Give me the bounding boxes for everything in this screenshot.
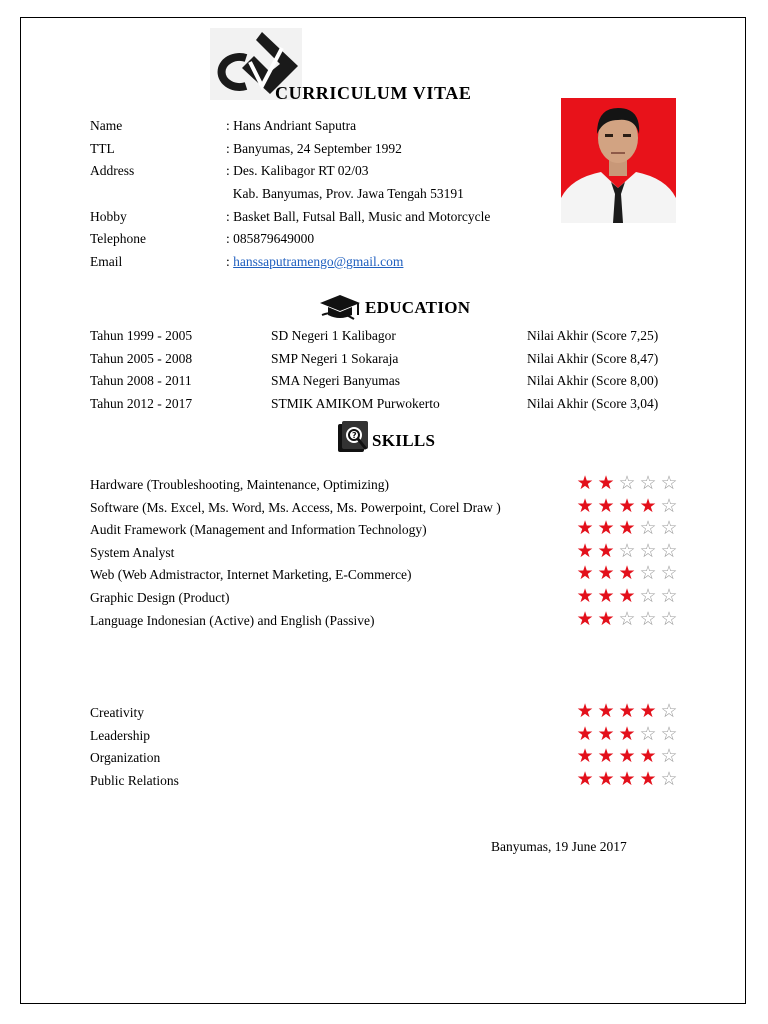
star-filled-icon: ★ [618,768,635,790]
star-filled-icon: ★ [597,473,614,494]
personal-label: Telephone [90,231,147,246]
star-empty-icon: ☆ [660,563,677,585]
star-empty-icon: ☆ [639,563,656,585]
star-empty-icon: ☆ [660,768,677,790]
personal-value: : Des. Kalibagor RT 02/03 [226,163,369,178]
star-filled-icon: ★ [618,586,635,607]
star-filled-icon: ★ [576,608,593,630]
star-rating [574,748,679,766]
star-rating [574,588,679,606]
education-school: SD Negeri 1 Kalibagor [271,328,396,343]
skill-label: Creativity [90,705,144,720]
star-filled-icon: ★ [576,495,593,517]
star-empty-icon: ☆ [660,586,677,607]
star-rating [574,565,679,583]
star-empty-icon: ☆ [660,746,677,768]
personal-label: Address [90,163,135,178]
education-year: Tahun 2005 - 2008 [90,350,193,366]
star-filled-icon: ★ [618,746,635,768]
skill-label: Graphic Design (Product) [90,590,230,605]
star-filled-icon: ★ [618,563,635,585]
star-filled-icon: ★ [618,495,635,517]
personal-value: Kab. Banyumas, Prov. Jawa Tengah 53191 [226,186,464,201]
place-date: Banyumas, 19 June 2017 [491,839,627,854]
education-year: Tahun 1999 - 2005 [90,328,193,343]
star-empty-icon: ☆ [618,608,635,630]
star-empty-icon: ☆ [639,608,656,630]
star-filled-icon: ★ [576,473,593,494]
star-empty-icon: ☆ [660,473,677,494]
star-filled-icon: ★ [576,518,593,540]
star-filled-icon: ★ [639,768,656,790]
star-filled-icon: ★ [597,701,614,722]
star-filled-icon: ★ [576,586,593,607]
star-filled-icon: ★ [618,723,635,745]
page-title: CURRICULUM VITAE [275,83,472,103]
star-filled-icon: ★ [639,701,656,722]
education-score: Nilai Akhir (Score 7,25) [527,328,659,343]
graduation-cap-icon [318,293,362,328]
star-filled-icon: ★ [597,723,614,745]
star-filled-icon: ★ [597,768,614,790]
education-year: Tahun 2012 - 2017 [90,395,193,411]
personal-value: : Hans Andriant Saputra [226,118,357,133]
star-filled-icon: ★ [576,701,593,722]
star-filled-icon: ★ [618,701,635,722]
star-rating [574,495,679,517]
skill-label: Language Indonesian (Active) and English (Passive) [90,612,375,628]
star-filled-icon: ★ [576,746,593,768]
email-link[interactable]: hanssaputramengo@gmail.com [233,254,404,269]
skill-label: Public Relations [90,772,179,788]
star-filled-icon: ★ [576,723,593,745]
star-empty-icon: ☆ [660,701,677,722]
star-empty-icon: ☆ [639,540,656,562]
personal-value: : 085879649000 [226,231,315,246]
star-empty-icon: ☆ [660,540,677,562]
skill-label: Software (Ms. Excel, Ms. Word, Ms. Access, Ms. Powerpoint, Corel Draw ) [90,499,501,515]
skill-label: Organization [90,750,161,766]
star-filled-icon: ★ [597,608,614,630]
education-score: Nilai Akhir (Score 3,04) [527,395,659,411]
star-filled-icon: ★ [597,563,614,585]
star-rating [574,520,679,538]
education-score: Nilai Akhir (Score 8,00) [527,373,659,388]
star-empty-icon: ☆ [618,473,635,494]
star-empty-icon: ☆ [639,723,656,745]
star-rating [574,475,679,493]
star-filled-icon: ★ [597,746,614,768]
star-empty-icon: ☆ [639,586,656,607]
email-value [226,253,403,271]
star-empty-icon: ☆ [660,608,677,630]
star-rating [574,723,679,745]
skill-label: Leadership [90,727,150,743]
star-empty-icon: ☆ [660,518,677,540]
star-empty-icon: ☆ [660,723,677,745]
skill-label: Audit Framework (Management and Information Technology) [90,522,427,538]
email-label: Email [90,254,123,269]
star-filled-icon: ★ [639,746,656,768]
skill-label: System Analyst [90,544,175,560]
personal-label: Hobby [90,209,127,224]
star-rating [574,608,679,630]
star-filled-icon: ★ [639,495,656,517]
star-empty-icon: ☆ [639,518,656,540]
personal-value: : Banyumas, 24 September 1992 [226,141,402,156]
personal-value: : Basket Ball, Futsal Ball, Music and Motorcycle [226,209,491,224]
star-filled-icon: ★ [597,540,614,562]
personal-label: TTL [90,141,115,156]
star-rating [574,703,679,721]
star-filled-icon: ★ [618,518,635,540]
skill-label: Web (Web Admistractor, Internet Marketing, E-Commerce) [90,567,412,583]
education-heading: EDUCATION [365,298,471,317]
star-rating [574,768,679,790]
star-filled-icon: ★ [597,518,614,540]
skills-icon [336,421,372,460]
education-school: SMA Negeri Banyumas [271,373,400,388]
star-filled-icon: ★ [576,540,593,562]
star-empty-icon: ☆ [639,473,656,494]
star-filled-icon: ★ [576,768,593,790]
svg-text:?: ? [352,431,357,440]
profile-photo [561,98,676,223]
star-empty-icon: ☆ [660,495,677,517]
star-filled-icon: ★ [597,586,614,607]
education-school: SMP Negeri 1 Sokaraja [271,350,399,366]
star-empty-icon: ☆ [618,540,635,562]
education-year: Tahun 2008 - 2011 [90,373,192,388]
star-filled-icon: ★ [597,495,614,517]
personal-label: Name [90,118,123,133]
skills-heading: SKILLS [372,431,436,450]
email-prefix: : [226,254,234,269]
education-score: Nilai Akhir (Score 8,47) [527,350,659,366]
star-rating [574,540,679,562]
skill-label: Hardware (Troubleshooting, Maintenance, Optimizing) [90,477,390,492]
education-school: STMIK AMIKOM Purwokerto [271,395,440,411]
star-filled-icon: ★ [576,563,593,585]
